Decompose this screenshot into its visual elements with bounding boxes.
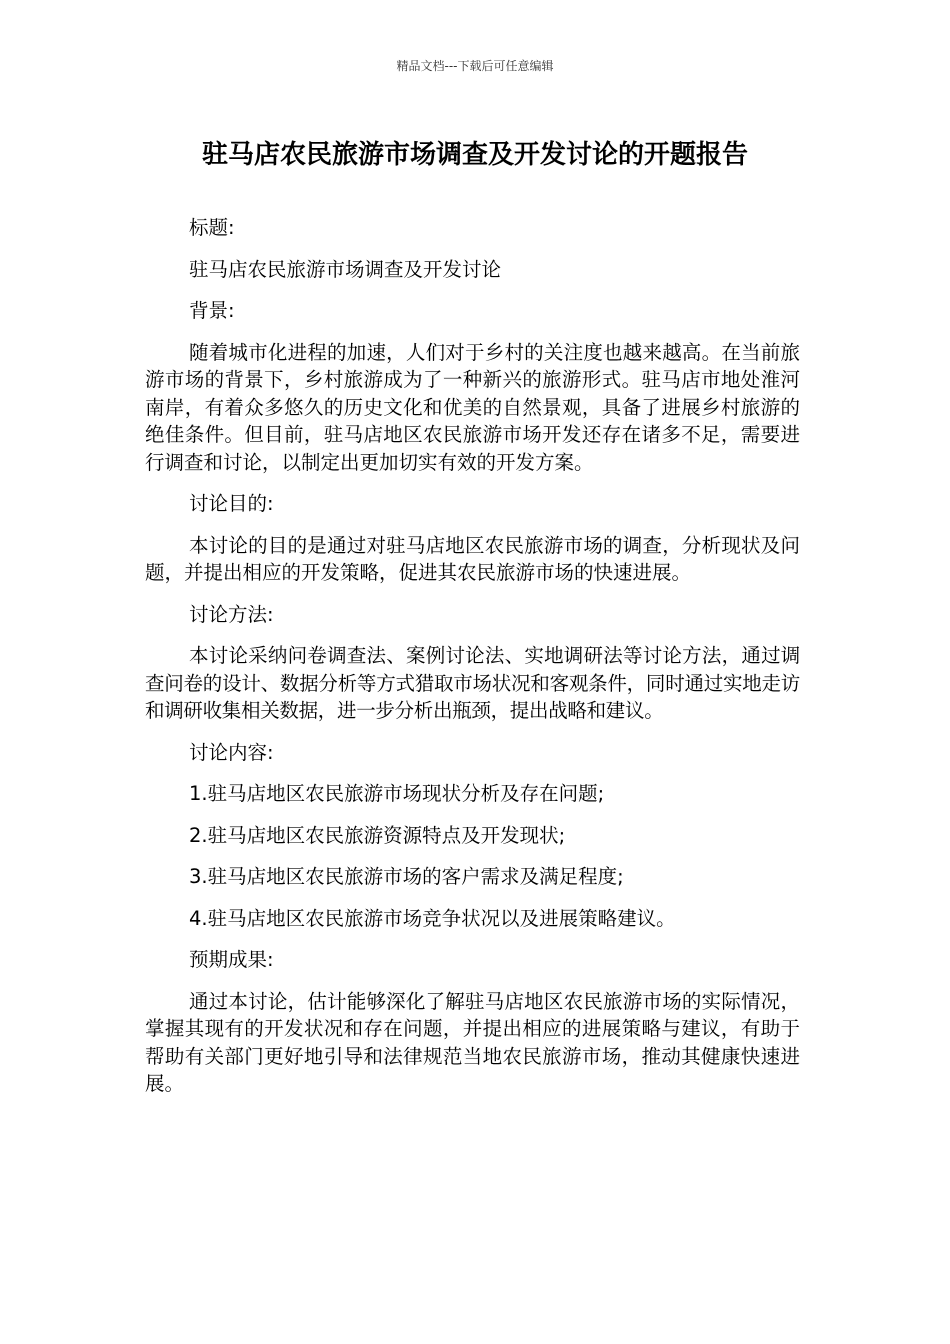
content-item-4: 4.驻马店地区农民旅游市场竞争状况以及进展策略建议。 [189,906,676,930]
content-item-2: 2.驻马店地区农民旅游资源特点及开发现状; [189,823,566,847]
section-label-content: 讨论内容: [189,740,274,764]
background-paragraph: 随着城市化进程的加速，人们对于乡村的关注度也越来越高。在当前旅游市场的背景下，乡村旅游成为了一种新兴的旅游形式。驻马店市地处淮河南岸，有着众多悠久的历史文化和优美的自然景观，具备了进展乡村旅游的绝佳条件。但目前，驻马店地区农民旅游市场开发还存在诸多不足，需要进行调查和讨论，以制定出更加切实有效的开发方案。 [145,340,800,474]
section-label-outcome: 预期成果: [189,948,274,971]
header-note: 精品文档---下载后可任意编辑 [396,59,554,73]
title-text: 驻马店农民旅游市场调查及开发讨论 [189,257,502,281]
section-label-title: 标题: [189,216,235,239]
content-item-3: 3.驻马店地区农民旅游市场的客户需求及满足程度; [189,865,624,888]
outcome-paragraph: 通过本讨论，估计能够深化了解驻马店地区农民旅游市场的实际情况，掌握其现有的开发状况和存在问题，并提出相应的进展策略与建议，有助于帮助有关部门更好地引导和法律规范当地农民旅游市场，推动其健康快速进展。 [145,989,800,1095]
purpose-paragraph: 本讨论的目的是通过对驻马店地区农民旅游市场的调查，分析现状及问题，并提出相应的开发策略，促进其农民旅游市场的快速进展。 [145,533,800,584]
section-label-background: 背景: [189,299,235,322]
document-body [145,214,800,1112]
document-title: 驻马店农民旅游市场调查及开发讨论的开题报告 [201,140,748,170]
section-label-method: 讨论方法: [189,602,274,626]
method-paragraph: 本讨论采纳问卷调查法、案例讨论法、实地调研法等讨论方法，通过调查问卷的设计、数据分析等方式猎取市场状况和客观条件，同时通过实地走访和调研收集相关数据，进一步分析出瓶颈，提出战略和建议。 [145,644,800,722]
content-item-1: 1.驻马店地区农民旅游市场现状分析及存在问题; [189,782,605,805]
section-label-purpose: 讨论目的: [189,492,274,515]
